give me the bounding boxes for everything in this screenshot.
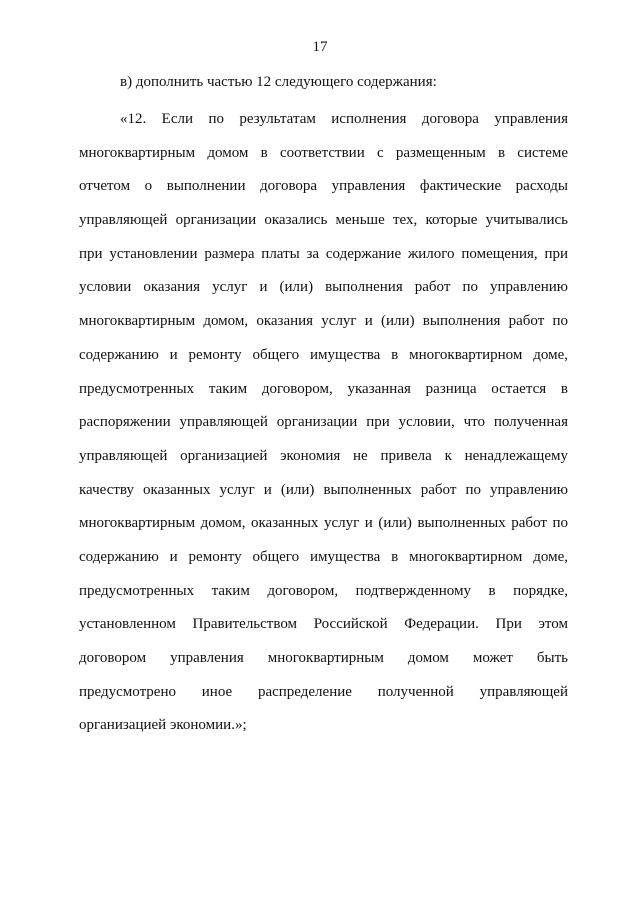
text-line: организацией экономии.»; — [79, 717, 247, 734]
text-line: управляющей организацией экономия не привела к ненадлежащему — [79, 447, 568, 464]
text-line: многоквартирным домом, оказанных услуг и (или) выполненных работ по — [79, 515, 568, 532]
text-line: установленном Правительством Российской Федерации. При этом — [79, 616, 568, 633]
amendment-text — [79, 110, 568, 750]
text-line: отчетом о выполнении договора управления фактические расходы — [79, 178, 568, 195]
text-line: предусмотренных таким договором, указанная разница остается в — [79, 380, 568, 397]
text-line: многоквартирным домом, оказания услуг и (или) выполнения работ по — [79, 313, 568, 330]
text-line: распоряжении управляющей организации при условии, что полученная — [79, 414, 568, 431]
text-line: предусмотренных таким договором, подтвержденному в порядке, — [79, 582, 568, 599]
text-line: договором управления многоквартирным домом может быть — [79, 650, 568, 666]
text-line: при установлении размера платы за содержание жилого помещения, при — [79, 245, 568, 262]
text-line: многоквартирным домом в соответствии с размещенным в системе — [79, 144, 568, 161]
text-line: управляющей организации оказались меньше тех, которые учитывались — [79, 212, 568, 229]
text-line: «12. Если по результатам исполнения договора управления — [120, 111, 568, 127]
text-line: условии оказания услуг и (или) выполнения работ по управлению — [79, 279, 568, 296]
text-line: содержанию и ремонту общего имущества в многоквартирном доме, — [79, 346, 568, 363]
page-number: 17 — [312, 39, 328, 55]
text-line: содержанию и ремонту общего имущества в многоквартирном доме, — [79, 548, 568, 565]
text-line: качеству оказанных услуг и (или) выполненных работ по управлению — [79, 481, 568, 498]
text-line: предусмотрено иное распределение полученной управляющей — [79, 683, 568, 700]
intro-paragraph: в) дополнить частью 12 следующего содержания: — [120, 74, 437, 90]
